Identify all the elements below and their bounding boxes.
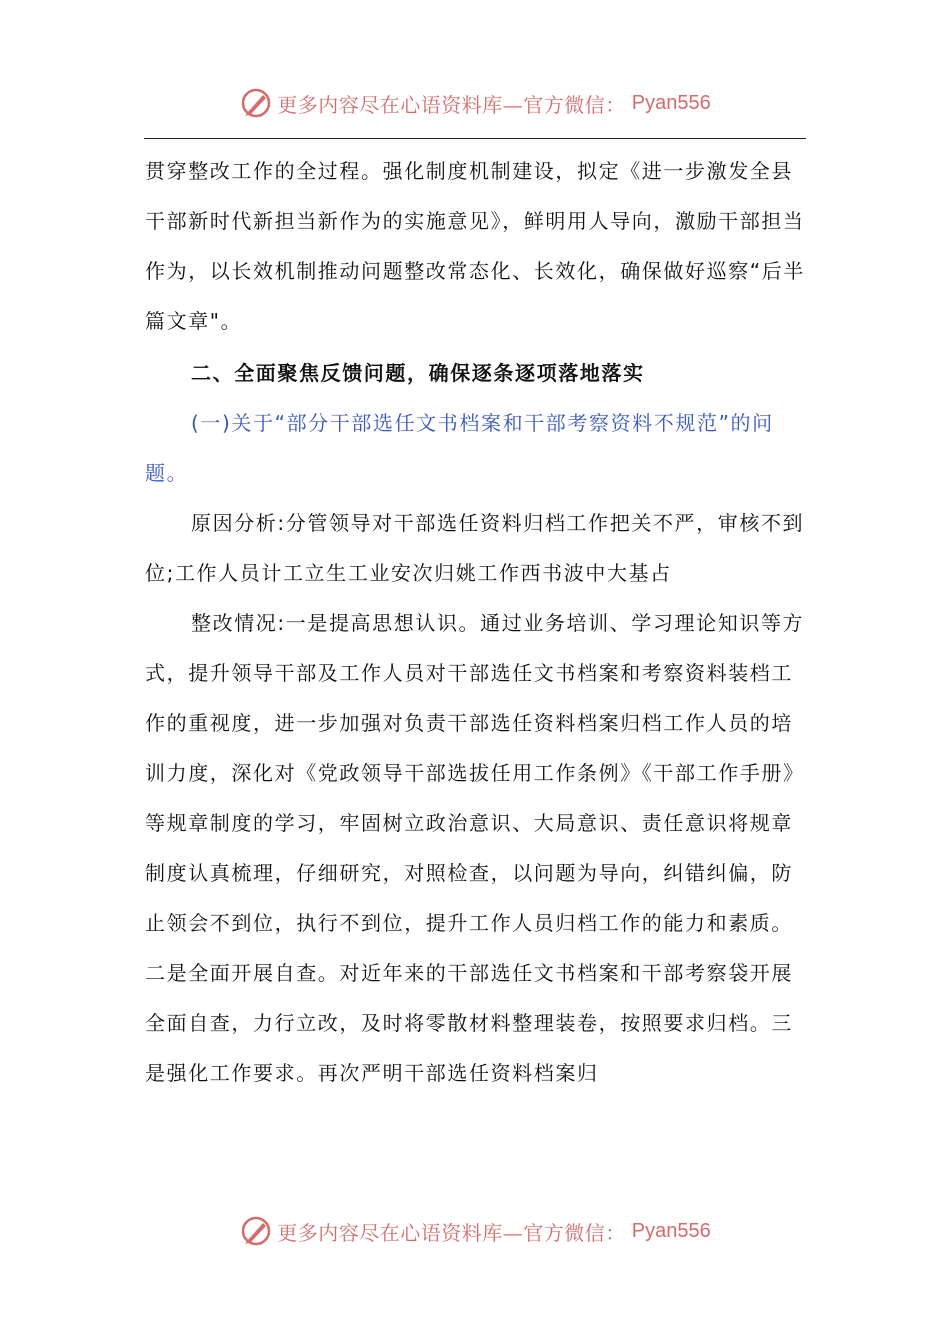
watermark-text: 更多内容尽在心语资料库—官方微信：	[277, 1220, 626, 1245]
pen-logo-icon	[239, 86, 273, 120]
header-divider	[144, 138, 806, 139]
footer-watermark	[0, 1211, 950, 1251]
section-heading: 二、全面聚焦反馈问题，确保逐条逐项落地落实	[191, 361, 645, 385]
header-watermark	[0, 83, 950, 123]
watermark-wechat-id: Pyan556	[631, 91, 711, 114]
subsection-heading: (一)关于“部分干部选任文书档案和干部考察资料不规范”的问题。	[145, 411, 774, 485]
paragraph-continued: 贯穿整改工作的全过程。强化制度机制建设，拟定《进一步激发全县干部新时代新担当新作为的实施意见》，鲜明用人导向，激励干部担当作为，以长效机制推动问题整改常态化、长效化，确保做好巡察“后半篇文章"。	[145, 159, 805, 333]
pen-logo-icon	[239, 1214, 273, 1248]
document-body	[145, 146, 805, 1098]
paragraph-cause-analysis: 原因分析:分管领导对干部选任资料归档工作把关不严，审核不到位;工作人员计工立生工业安次归姚工作西书波中大基占	[145, 511, 805, 585]
watermark-wechat-id: Pyan556	[631, 1219, 711, 1242]
paragraph-rectification: 整改情况:一是提高思想认识。通过业务培训、学习理论知识等方式，提升领导干部及工作人员对干部选任文书档案和考察资料装档工作的重视度，进一步加强对负责干部选任资料档案归档工作人员的培训力度，深化对《党政领导干部选拔任用工作条例》《干部工作手册》等规章制度的学习，牢固树立政治意识、大局意识、责任意识将规章制度认真梳理，仔细研究，对照检查，以问题为导向，纠错纠偏，防止领会不到位，执行不到位，提升工作人员归档工作的能力和素质。二是全面开展自查。对近年来的干部选任文书档案和干部考察袋开展全面自查，力行立改，及时将零散材料整理装卷，按照要求归档。三是强化工作要求。再次严明干部选任资料档案归	[145, 611, 805, 1085]
watermark-text: 更多内容尽在心语资料库—官方微信：	[277, 92, 626, 117]
